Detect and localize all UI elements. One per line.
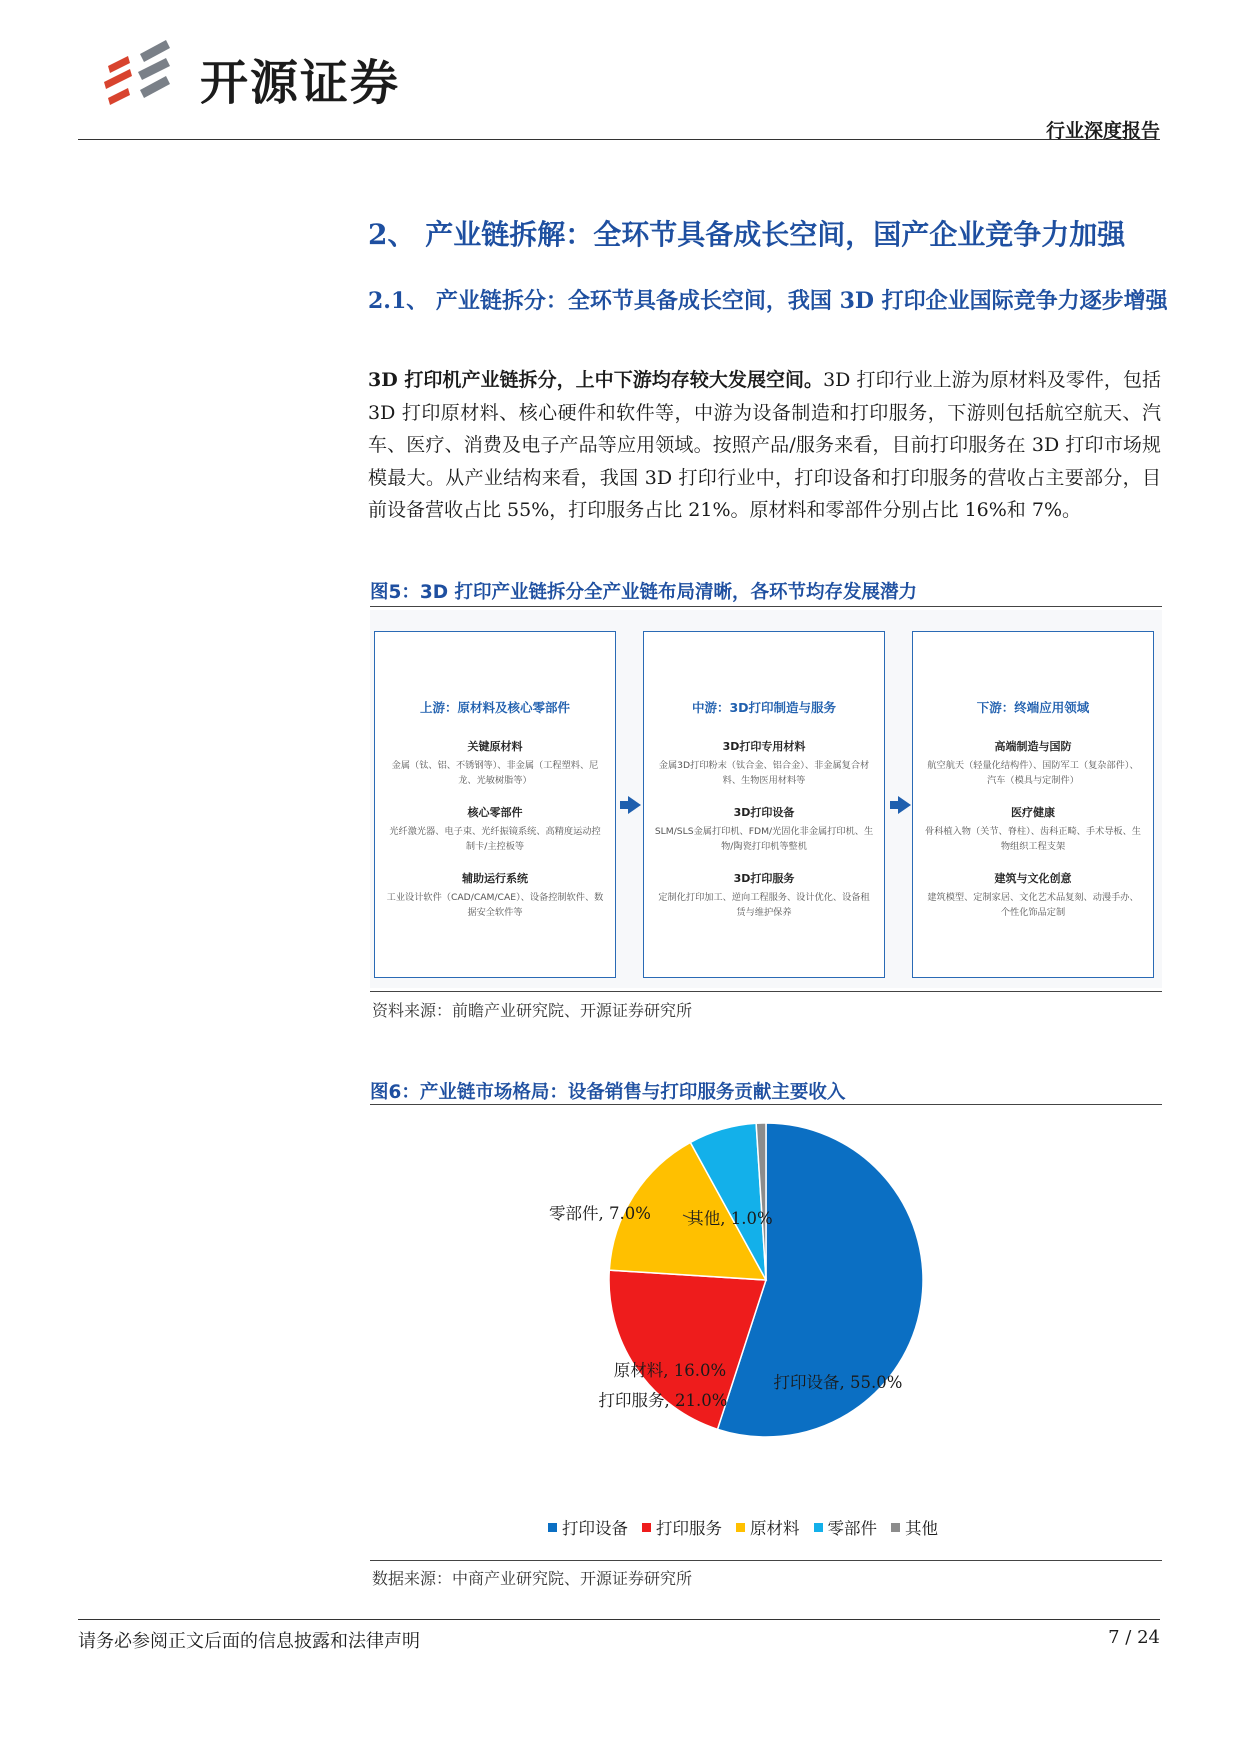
midstream-section-text: SLM/SLS金属打印机、FDM/光固化非金属打印机、生物/陶瓷打印机等整机 — [654, 826, 874, 852]
midstream-box — [643, 631, 885, 978]
figure-6-top-rule — [370, 1104, 1162, 1105]
downstream-section-text: 建筑模型、定制家居、文化艺术品复刻、动漫手办、个性化饰品定制 — [927, 892, 1139, 918]
upstream-section-text: 金属（钛、铝、不锈钢等）、非金属（工程塑料、尼龙、光敏树脂等） — [391, 760, 599, 786]
figure-5-bottom-rule — [370, 991, 1162, 992]
legend-label: 其他 — [905, 1519, 938, 1538]
page-number: 7 / 24 — [1108, 1627, 1160, 1648]
midstream-section — [654, 804, 874, 854]
pie-chart — [370, 1110, 1162, 1570]
pie-label-打印设备: 打印设备, 55.0% — [773, 1373, 903, 1392]
figure-6-bottom-rule — [370, 1560, 1162, 1561]
upstream-section — [385, 804, 605, 854]
legend-swatch — [814, 1523, 823, 1532]
arrow-right-icon — [628, 796, 641, 814]
downstream-section-title: 医疗健康 — [1011, 806, 1055, 819]
downstream-section-title: 高端制造与国防 — [994, 740, 1072, 753]
figure-6-caption: 图6：产业链市场格局：设备销售与打印服务贡献主要收入 — [370, 1082, 846, 1103]
legend-item — [891, 1515, 938, 1539]
section-heading: 2、 产业链拆解：全环节具备成长空间，国产企业竞争力加强 — [368, 218, 1126, 251]
figure-5-caption: 图5：3D 打印产业链拆分全产业链布局清晰，各环节均存发展潜力 — [370, 582, 918, 603]
brand-name: 开源证券 — [200, 55, 401, 111]
upstream-title: 上游：原材料及核心零部件 — [419, 700, 570, 715]
upstream-box — [374, 631, 616, 978]
subsection-heading: 2.1、 产业链拆分：全环节具备成长空间，我国 3D 打印企业国际竞争力逐步增强 — [368, 288, 1168, 314]
footer-disclaimer: 请务必参阅正文后面的信息披露和法律声明 — [78, 1631, 420, 1652]
upstream-section-title: 辅助运行系统 — [462, 872, 528, 885]
figure-6-source: 数据来源：中商产业研究院、开源证券研究所 — [372, 1569, 693, 1588]
downstream-section-text: 航空航天（轻量化结构件）、国防军工（复杂部件）、汽车（模具与定制件） — [927, 760, 1139, 786]
paragraph-lead: 3D 打印机产业链拆分，上中下游均存较大发展空间。 — [368, 369, 824, 391]
paragraph-text: 3D 打印行业上游为原材料及零件，包括 3D 打印原材料、核心硬件和软件等，中游为设备制造和打印服务，下游则包括航空航天、汽车、医疗、消费及电子产品等应用领域。按照产品/服务来看，目前打印服务在 3D 打印市场规模最大。从产业结构来看，我国 3D 打印行业中，打印设备和打印服务的营收占主要部分，目前设备营收占比 55%，打印服务占比 21%。原材料和零部件分别占比 16%和 7%。 — [368, 369, 1161, 521]
legend-item — [814, 1515, 878, 1539]
legend-swatch — [736, 1523, 745, 1532]
downstream-section — [923, 804, 1143, 854]
downstream-section-title: 建筑与文化创意 — [994, 872, 1072, 885]
pie-label-其他: 其他, 1.0% — [687, 1209, 773, 1228]
legend-label: 打印设备 — [562, 1519, 628, 1538]
legend-label: 原材料 — [750, 1519, 800, 1538]
downstream-title: 下游：终端应用领域 — [976, 700, 1090, 715]
downstream-section — [923, 738, 1143, 788]
industry-chain-diagram — [370, 610, 1162, 988]
midstream-section — [654, 738, 874, 788]
pie-label-零部件: 零部件, 7.0% — [549, 1204, 651, 1223]
upstream-section-text: 光纤激光器、电子束、光纤振镜系统、高精度运动控制卡/主控板等 — [389, 826, 601, 852]
downstream-section-text: 骨科植入物（关节、脊柱）、齿科正畸、手术导板、生物组织工程支架 — [925, 826, 1141, 852]
midstream-section-title: 3D打印设备 — [733, 806, 795, 819]
legend-swatch — [891, 1523, 900, 1532]
legend-label: 打印服务 — [656, 1519, 722, 1538]
brand-logo-icon — [100, 36, 190, 112]
legend-item — [736, 1515, 800, 1539]
legend-item — [642, 1515, 722, 1539]
midstream-section — [654, 870, 874, 920]
body-paragraph — [368, 364, 1161, 527]
pie-label-打印服务: 打印服务, 21.0% — [598, 1391, 728, 1410]
midstream-section-text: 定制化打印加工、逆向工程服务、设计优化、设备租赁与维护保养 — [658, 892, 870, 918]
legend-swatch — [548, 1523, 557, 1532]
legend-label: 零部件 — [827, 1519, 877, 1538]
upstream-section — [385, 870, 605, 920]
footer-divider — [78, 1619, 1160, 1620]
figure-5-top-rule — [370, 606, 1162, 607]
figure-5-source: 资料来源：前瞻产业研究院、开源证券研究所 — [372, 1001, 693, 1020]
midstream-section-title: 3D打印服务 — [733, 872, 795, 885]
downstream-section — [923, 870, 1143, 920]
report-type-label: 行业深度报告 — [1045, 120, 1160, 142]
arrow-right-icon — [898, 796, 911, 814]
pie-label-原材料: 原材料, 16.0% — [613, 1361, 727, 1380]
legend-item — [548, 1515, 628, 1539]
chart-legend — [548, 1515, 952, 1539]
midstream-title: 中游：3D打印制造与服务 — [691, 700, 837, 715]
upstream-section-title: 关键原材料 — [467, 740, 523, 753]
midstream-section-text: 金属3D打印粉末（钛合金、铝合金）、非金属复合材料、生物医用材料等 — [658, 760, 870, 786]
downstream-box — [912, 631, 1154, 978]
upstream-section-title: 核心零部件 — [467, 806, 523, 819]
upstream-section-text: 工业设计软件（CAD/CAM/CAE）、设备控制软件、数据安全软件等 — [386, 892, 604, 918]
header-divider — [78, 139, 1160, 140]
midstream-section-title: 3D打印专用材料 — [722, 740, 806, 753]
upstream-section — [385, 738, 605, 788]
legend-swatch — [642, 1523, 651, 1532]
